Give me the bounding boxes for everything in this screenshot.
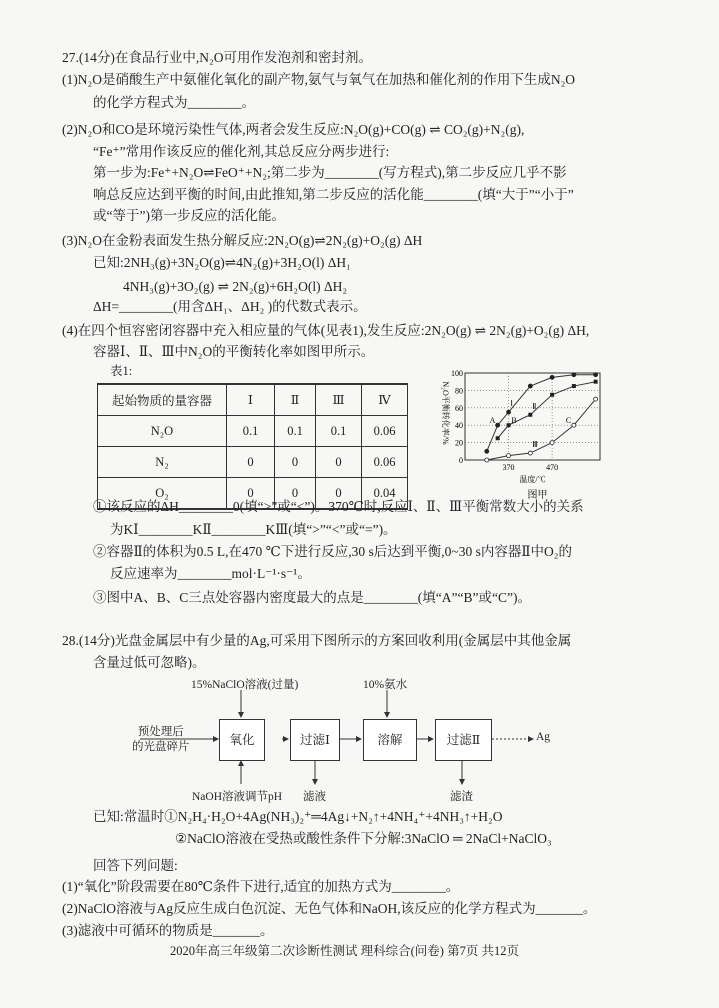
answer-line: (3)滤液中可循环的物质是_______。 [62, 923, 274, 938]
point-label: C [565, 416, 572, 426]
flow-reagent-naoh: NaOH溶液调节pH [192, 791, 283, 803]
y-tick-label: 100 [451, 369, 463, 378]
table-header-cell: Ⅳ [362, 384, 408, 416]
table-cell: 0.1 [316, 416, 362, 447]
y-tick-label: 80 [455, 386, 463, 396]
table-cell: 0 [227, 478, 275, 510]
table-cell: N₂ [98, 447, 227, 478]
flow-reagent-naclo: 15%NaClO溶液(过量) [191, 679, 299, 691]
x-axis-label: 温度/℃ [519, 475, 546, 484]
chart-title: 图甲 [527, 490, 548, 500]
table-header-cell: Ⅰ [227, 384, 275, 416]
answer-line: 回答下列问题: [93, 858, 178, 873]
table-cell: 0.06 [362, 447, 408, 478]
x-tick-label: 370 [502, 463, 515, 472]
y-tick-label: 40 [455, 421, 463, 431]
q27-sub-line: ③图中A、B、C三点处容器内密度最大的点是________(填“A”“B”或“C”)。 [93, 590, 531, 605]
page-footer: 2020年高三年级第二次诊断性测试 理科综合(问卷) 第7页 共12页 [170, 944, 519, 958]
answer-line: (1)“氧化”阶段需要在80℃条件下进行,适宜的加热方式为________。 [62, 879, 460, 894]
table-cell: 0 [275, 478, 316, 510]
y-axis-label: N₂O平衡转化率/% [441, 381, 450, 445]
q28-title: 28.(14分)光盘金属层中有少量的Ag,可采用下图所示的方案回收利用(金属层中其他金属 [62, 633, 572, 648]
flow-output-filtrate: 滤液 [303, 791, 326, 803]
table-cell: 0 [316, 478, 362, 510]
q27-line: 4NH₃(g)+3O₂(g) ⇌ 2N₂(g)+6H₂O(l) ΔH₂ [123, 279, 348, 294]
x-tick-label: 470 [546, 463, 559, 472]
q27-sub-line: 为KⅠ________KⅡ________KⅢ(填“>”“<”或“=”)。 [110, 522, 397, 537]
table-cell: 0.1 [227, 416, 275, 447]
table-header-cell: 起始物质的量容器 [98, 384, 227, 416]
table-cell: 0 [275, 447, 316, 478]
q27-line: (4)在四个恒容密闭容器中充入相应量的气体(见表1),发生反应:2N₂O(g) ⇌ 2N₂(g)+O₂(g) ΔH, [62, 323, 590, 338]
q27-line: 已知:2NH₃(g)+3N₂O(g)⇌4N₂(g)+3H₂O(l) ΔH₁ [93, 255, 351, 270]
table-header-cell: Ⅲ [316, 384, 362, 416]
table-caption: 表1: [110, 364, 133, 378]
series-label: Ⅱ [532, 401, 537, 411]
point-label: A [489, 416, 496, 426]
flow-box-filter-2: 过滤Ⅱ [435, 719, 492, 761]
series-label: Ⅲ [532, 440, 538, 450]
q27-line: 的化学方程式为________。 [93, 95, 255, 110]
q27-line: 响总反应达到平衡的时间,由此推知,第二步反应的活化能________(填“大于”“小于” [93, 187, 574, 202]
q27-line: (3)N₂O在金粉表面发生热分解反应:2N₂O(g)⇌2N₂(g)+O₂(g) ΔH [62, 233, 423, 248]
q27-line: “Fe⁺”常用作该反应的催化剂,其总反应分两步进行: [93, 144, 390, 159]
flow-input-label: 预处理后 的光盘碎片 [132, 726, 190, 753]
table-cell: 0.1 [275, 416, 316, 447]
table-cell: N₂O [98, 416, 227, 447]
q27-sub-line: ②容器Ⅱ的体积为0.5 L,在470 ℃下进行反应,30 s后达到平衡,0~30 s内容器Ⅱ中O₂的 [93, 544, 572, 559]
flow-output-residue: 滤渣 [450, 791, 473, 803]
answer-line: (2)NaClO溶液与Ag反应生成白色沉淀、无色气体和NaOH,该反应的化学方程式为_______。 [62, 901, 597, 916]
y-tick-label: 20 [455, 438, 463, 448]
q27-line: 容器Ⅰ、Ⅱ、Ⅲ中N₂O的平衡转化率如图甲所示。 [93, 344, 375, 359]
table-cell: 0 [316, 447, 362, 478]
table-cell: 0.06 [362, 416, 408, 447]
flow-product-ag: Ag [536, 731, 551, 743]
q27-sub-line: 反应速率为________mol·L⁻¹·s⁻¹。 [110, 566, 311, 581]
q27-sub-line: ①该反应的ΔH________0(填“>”或“<”)。370℃时,反应Ⅰ、Ⅱ、Ⅲ平衡常数大小的关系 [93, 499, 584, 514]
table-cell: 0.04 [362, 478, 408, 510]
q27-line: ΔH=________(用含ΔH₁、ΔH₂ )的代数式表示。 [93, 299, 367, 314]
table-cell: 0 [227, 447, 275, 478]
flow-box-dissolve: 溶解 [363, 719, 417, 761]
q27-line: 或“等于”)第一步反应的活化能。 [93, 208, 285, 223]
flow-reagent-ammonia: 10%氨水 [363, 679, 408, 691]
q28-line: 含量过低可忽略)。 [93, 655, 206, 670]
q27-line: (1)N₂O是硝酸生产中氨催化氧化的副产物,氨气与氧气在加热和催化剂的作用下生成N₂O [62, 72, 576, 87]
series-label: Ⅰ [510, 399, 513, 409]
table-header-cell: Ⅱ [275, 384, 316, 416]
y-tick-label: 60 [455, 403, 463, 413]
y-tick-label: 0 [459, 456, 463, 465]
known-line: ②NaClO溶液在受热或酸性条件下分解:3NaClO ═ 2NaCl+NaClO₃ [175, 831, 552, 846]
flow-box-oxidation: 氧化 [219, 719, 265, 761]
q27-title: 27.(14分)在食品行业中,N₂O可用作发泡剂和密封剂。 [62, 50, 372, 65]
q27-line: 第一步为:Fe⁺+N₂O⇌FeO⁺+N₂;第二步为________(写方程式),第二步反应几乎不影 [93, 165, 567, 180]
table-cell: O₂ [98, 478, 227, 510]
q27-line: (2)N₂O和CO是环境污染性气体,两者会发生反应:N₂O(g)+CO(g) ⇌ CO₂(g)+N₂(g), [62, 122, 525, 137]
point-label: B [511, 416, 517, 426]
flow-box-filter-1: 过滤Ⅰ [290, 719, 340, 761]
known-line: 已知:常温时①N₂H₄·H₂O+4Ag(NH₃)₂⁺═4Ag↓+N₂↑+4NH₄⁺+4NH₃↑+H₂O [93, 809, 503, 824]
